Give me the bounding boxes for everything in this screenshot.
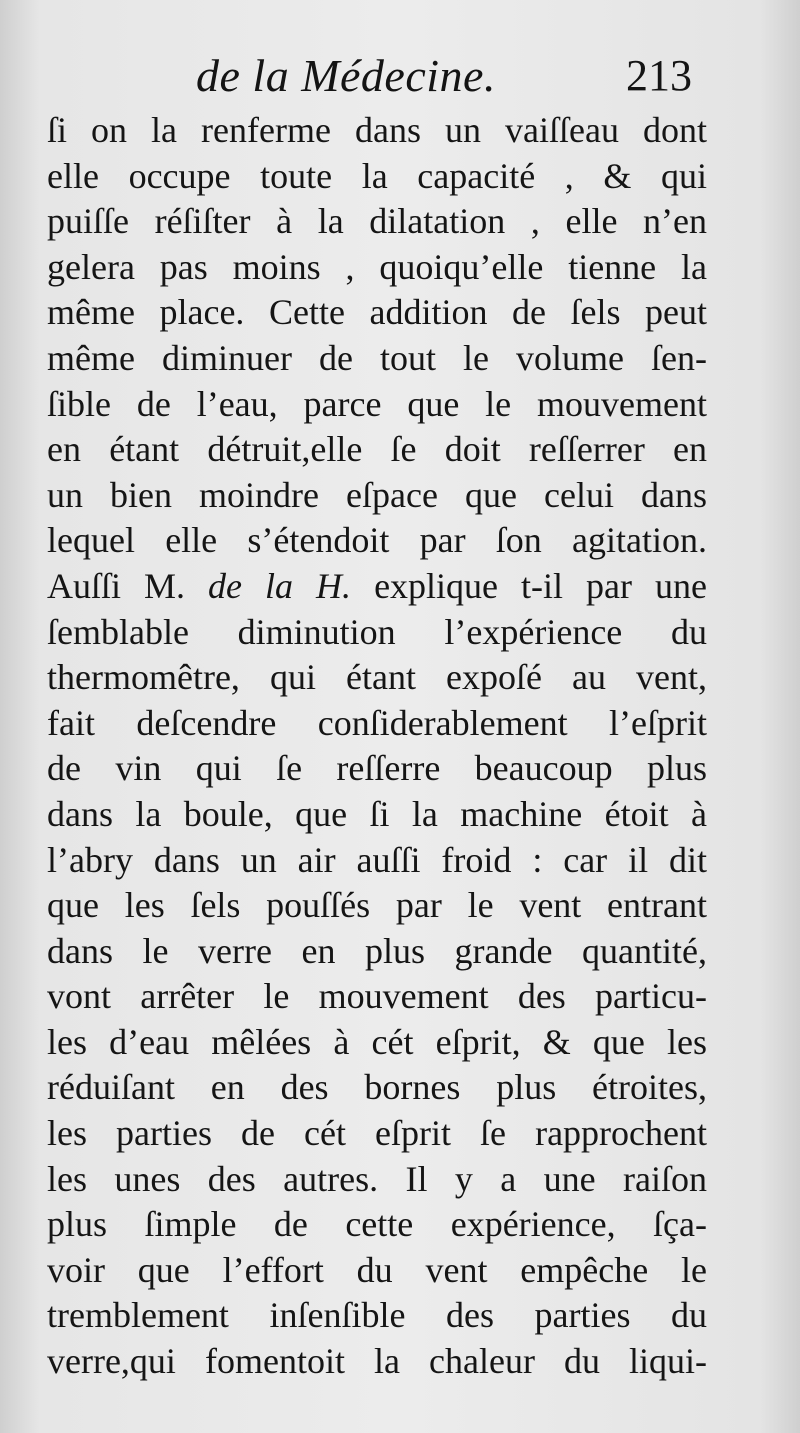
text-line: thermomêtre, qui étant expoſé au vent,: [47, 657, 707, 698]
text-line-end: explique t-il par une: [351, 565, 708, 606]
text-line: gelera pas moins , quoiqu’elle tienne la: [47, 246, 707, 287]
text-line: réduiſant en des bornes plus étroites,: [47, 1067, 707, 1108]
text-line: dans la boule, que ſi la machine étoit à: [47, 793, 707, 834]
text-line: fait deſcendre conſiderablement l’eſprit: [47, 702, 707, 743]
text-line: un bien moindre eſpace que celui dans: [47, 474, 707, 515]
text-line: les unes des autres. Il y a une raiſon: [47, 1158, 707, 1199]
page-number: 213: [626, 51, 692, 100]
text-line: ſemblable diminution l’expérience du: [47, 611, 707, 652]
text-line: l’abry dans un air auſſi froid : car il dit: [47, 839, 707, 880]
text-line: vont arrêter le mouvement des particu-: [47, 976, 707, 1017]
text-line: même diminuer de tout le volume ſen-: [47, 337, 707, 378]
text-line: lequel elle s’étendoit par ſon agitation.: [47, 520, 707, 561]
text-line: ſi on la renferme dans un vaiſſeau dont: [47, 110, 707, 150]
text-line: même place. Cette addition de ſels peut: [47, 292, 707, 333]
text-line: elle occupe toute la capacité , & qui: [47, 155, 707, 196]
text-line: verre,qui fomentoit la chaleur du liqui-: [47, 1341, 707, 1382]
author-abbreviation: de la H.: [208, 565, 352, 606]
text-line: voir que l’effort du vent empêche le: [47, 1249, 707, 1290]
body-text: [47, 108, 707, 1385]
running-title: de la Médecine.: [196, 50, 496, 101]
text-line: en étant détruit,elle ſe doit reſſerrer en: [47, 429, 707, 470]
text-line: puiſſe réſiſter à la dilatation , elle n’en: [47, 201, 707, 242]
text-line: les parties de cét eſprit ſe rapprochent: [47, 1113, 707, 1154]
text-line: de vin qui ſe reſſerre beaucoup plus: [47, 748, 707, 789]
text-line: ſible de l’eau, parce que le mouvement: [47, 383, 707, 424]
text-line: les d’eau mêlées à cét eſprit, & que les: [47, 1021, 707, 1062]
text-line: que les ſels pouſſés par le vent entrant: [47, 885, 707, 926]
text-line: [47, 564, 707, 610]
text-line-start: Auſſi M.: [47, 565, 209, 606]
text-line: plus ſimple de cette expérience, ſça-: [47, 1204, 707, 1245]
text-line: dans le verre en plus grande quantité,: [47, 930, 707, 971]
text-line: tremblement inſenſible des parties du: [47, 1295, 707, 1336]
page-header: [0, 44, 800, 114]
